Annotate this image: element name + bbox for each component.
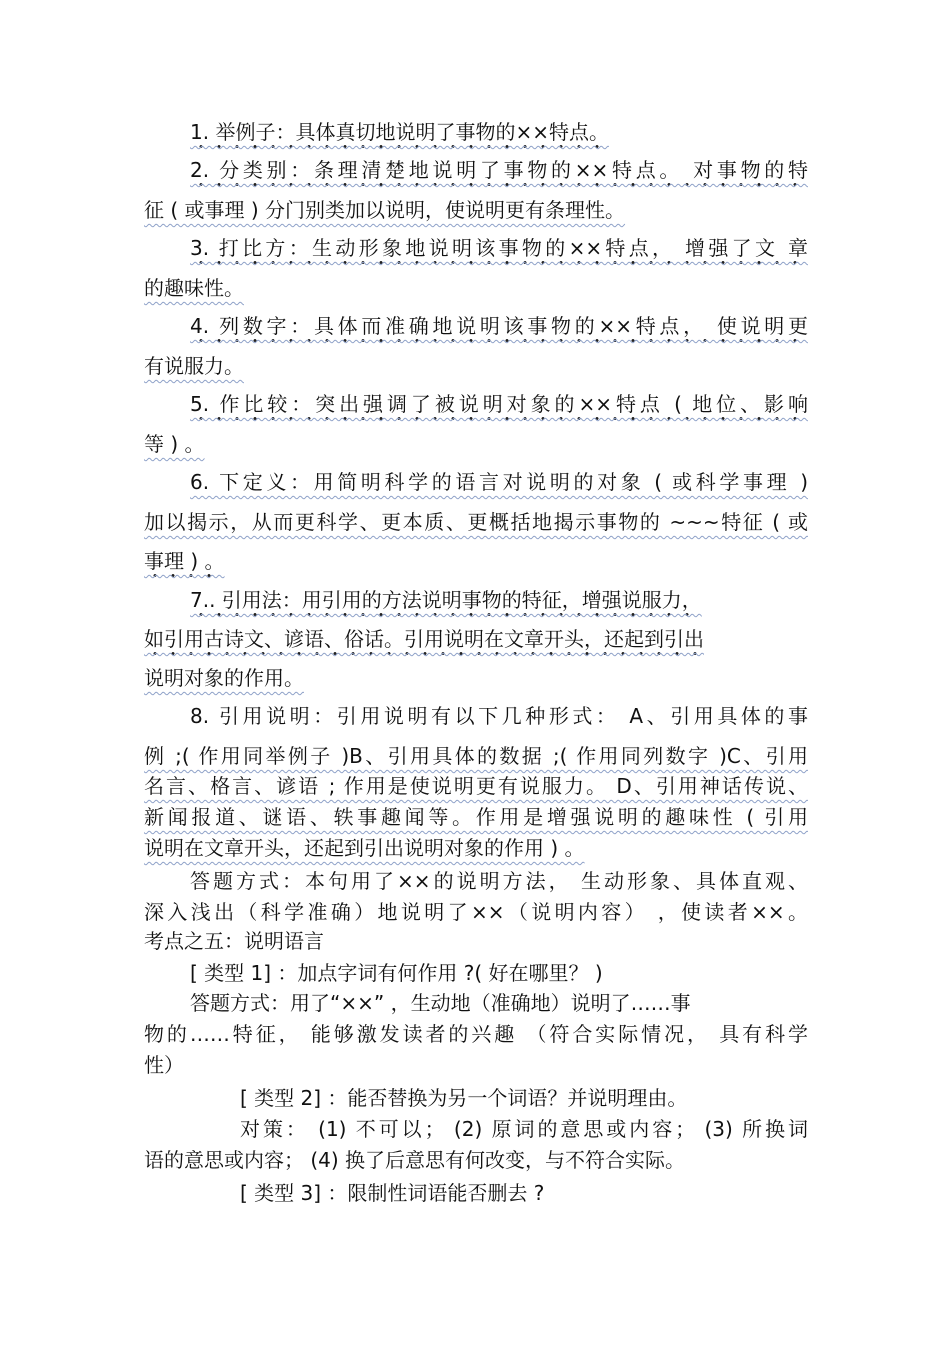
text-line [144, 741, 808, 771]
text-line-content: 答题方式：本句用了××的说明方法， 生动形象、具体直观、 [190, 869, 808, 893]
text-line-content: 物的……特征， 能够激发读者的兴趣 （符合实际情况， 具有科学 [144, 1022, 808, 1046]
text-line-content: [ 类型 1] ：加点字词有何作用 ?( 好在哪里？ ) [190, 961, 603, 985]
text-line [190, 117, 808, 147]
text-line [144, 507, 808, 537]
text-line [144, 351, 808, 381]
text-line [144, 1050, 808, 1080]
text-line-content: 3. 打比方：生动形象地说明该事物的××特点， 增强了文 章 [190, 236, 808, 266]
text-line-content: 加以揭示，从而更科学、更本质、更概括地揭示事物的 ~~~特征 ( 或 [144, 510, 808, 534]
text-line-content: 深入浅出（科学准确）地说明了××（说明内容） ，使读者××。 [144, 900, 808, 924]
text-line [144, 546, 808, 576]
text-line-content: 有说服力。 [144, 354, 244, 378]
text-line [144, 926, 808, 956]
text-line-content: [ 类型 2] ：能否替换为另一个词语？并说明理由。 [240, 1086, 688, 1110]
text-line-content: 语的意思或内容； (4) 换了后意思有何改变，与不符合实际。 [144, 1148, 686, 1172]
text-line-content: 4. 列数字：具体而准确地说明该事物的××特点， 使说明更 [190, 314, 808, 344]
text-line [144, 802, 808, 832]
text-line [144, 273, 808, 303]
text-line [144, 663, 808, 693]
text-line-content: 名言、格言、谚语 ; 作用是使说明更有说服力。 D、引用神话传说、 [144, 774, 808, 798]
text-line-content: 2. 分类别：条理清楚地说明了事物的××特点。 对事物的特 [190, 158, 808, 188]
text-line-content: 新闻报道、谜语、轶事趣闻等。作用是增强说明的趣味性 ( 引用 [144, 805, 808, 829]
text-line [240, 1083, 808, 1113]
text-line-content: 的趣味性。 [144, 276, 244, 300]
text-line [144, 833, 808, 863]
text-line-content: 说明在文章开头，还起到引出说明对象的作用 ) 。 [144, 836, 585, 860]
text-line [144, 1145, 808, 1175]
text-line [144, 1019, 808, 1049]
text-line-content: 对策： (1) 不可以； (2) 原词的意思或内容； (3) 所换词 [240, 1117, 808, 1141]
text-line [144, 195, 808, 225]
text-line [190, 866, 808, 896]
text-line [190, 467, 808, 497]
text-line [190, 233, 808, 263]
text-line [190, 585, 808, 615]
text-line-content: 等 ) 。 [144, 432, 205, 456]
text-line [144, 771, 808, 801]
text-line [190, 389, 808, 419]
text-line [190, 155, 808, 185]
text-line-content: 征 ( 或事理 ) 分门别类加以说明，使说明更有条理性。 [144, 198, 626, 222]
text-line-content: 6. 下定义：用简明科学的语言对说明的对象 ( 或科学事理 ) [190, 470, 808, 494]
text-line-content: 8. 引用说明：引用说明有以下几种形式： A、引用具体的事 [190, 704, 808, 728]
text-line-content: 5. 作比较：突出强调了被说明对象的××特点 ( 地位、影响 [190, 392, 808, 422]
text-line-content: 性） [144, 1053, 184, 1077]
text-line [144, 897, 808, 927]
text-line [240, 1178, 808, 1208]
text-line [240, 1114, 808, 1144]
text-line [190, 958, 808, 988]
text-line-content: 事理 ) 。 [144, 549, 225, 579]
text-line-content: [ 类型 3] ：限制性词语能否删去 ? [240, 1181, 545, 1205]
text-line-content: 答题方式：用了“××” ，生动地（准确地）说明了……事 [190, 991, 691, 1015]
text-line-content: 7.. 引用法：用引用的方法说明事物的特征，增强说服力， [190, 588, 702, 618]
text-line-content: 考点之五：说明语言 [144, 929, 324, 953]
text-line-content: 如引用古诗文、谚语、俗话。引用说明在文章开头，还起到引出 [144, 627, 704, 657]
text-line [190, 311, 808, 341]
text-line [190, 988, 808, 1018]
text-line [144, 624, 808, 654]
text-line-content: 说明对象的作用。 [144, 666, 304, 690]
text-line [190, 701, 808, 731]
text-line-content: 1. 举例子：具体真切地说明了事物的××特点。 [190, 120, 609, 150]
text-line [144, 429, 808, 459]
text-line-content: 例 ;( 作用同举例子 )B、引用具体的数据 ;( 作用同列数字 )C、引用 [144, 744, 808, 768]
